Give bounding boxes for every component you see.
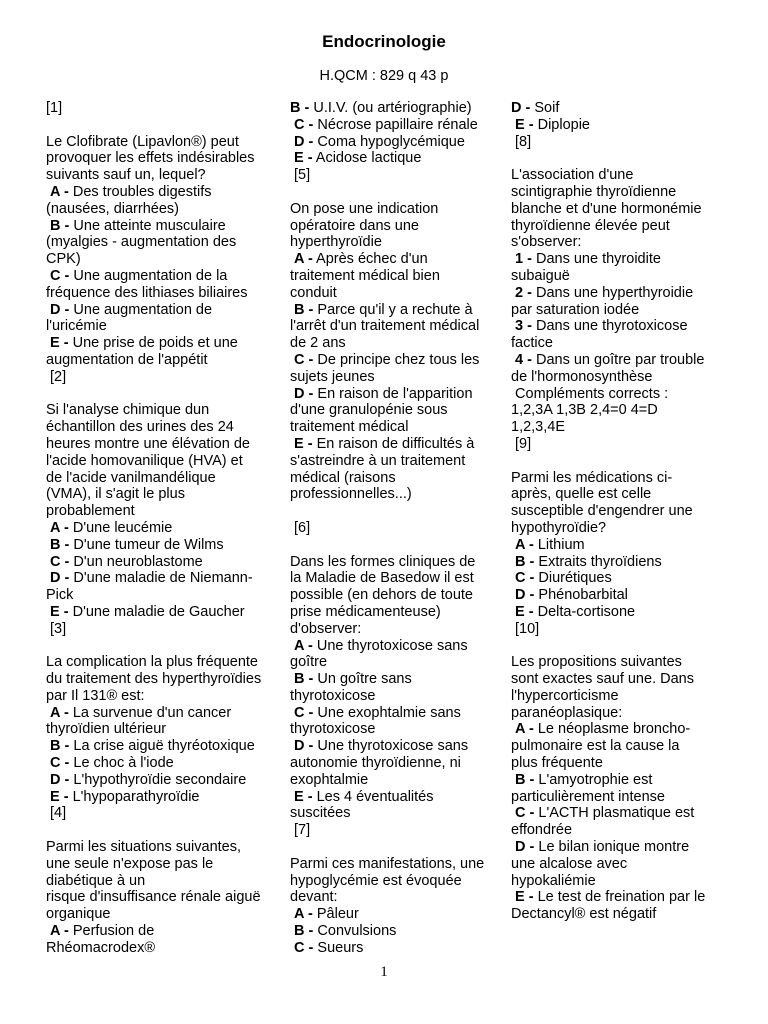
option-letter: C - (294, 704, 314, 721)
option-letter: E - (294, 788, 313, 805)
text-line: de 2 ans (290, 335, 346, 352)
text-line: paranéoplasique: (511, 704, 623, 721)
question-number: [5] (290, 167, 311, 184)
answer-option: D - En raison de l'apparition (294, 385, 473, 402)
answer-option: D - D'une maladie de Niemann- (50, 570, 253, 587)
text-line: suscitées (290, 805, 351, 822)
option-letter: B - (290, 100, 310, 116)
text-line: L'association d'une (511, 167, 634, 184)
option-letter: C - (294, 351, 314, 368)
text-line: de l'acide vanilmandélique (46, 469, 216, 486)
text-line: thyrotoxicose (290, 687, 376, 704)
text-line: La complication la plus fréquente (46, 654, 258, 671)
answer-option: B - Une atteinte musculaire (50, 217, 226, 234)
option-letter: 3 - (515, 318, 532, 335)
text-line: hypoglycémie est évoquée (290, 872, 462, 889)
answer-option: D - Phénobarbital (515, 587, 628, 604)
option-letter: D - (50, 301, 70, 318)
text-line: prise médicamenteuse) (290, 603, 441, 620)
text-line: devant: (290, 889, 338, 906)
option-letter: C - (294, 116, 314, 133)
option-letter: E - (294, 435, 313, 452)
text-line: CPK) (46, 251, 81, 268)
answer-option: D - Coma hypoglycémique (294, 133, 465, 150)
option-letter: D - (515, 587, 535, 604)
text-line: suivants sauf un, lequel? (46, 167, 206, 184)
text-line: hypokaliémie (511, 872, 596, 889)
option-letter: B - (294, 923, 314, 940)
answer-option: 4 - Dans un goître par trouble (515, 351, 705, 368)
option-letter: D - (50, 570, 70, 587)
text-line: d'une granulopénie sous (290, 402, 448, 419)
option-letter: D - (294, 133, 314, 150)
option-letter: E - (515, 603, 534, 620)
option-letter: 4 - (515, 351, 532, 368)
option-letter: A - (294, 906, 313, 923)
text-line: factice (511, 335, 553, 352)
answer-option: A - Une thyrotoxicose sans (294, 637, 468, 654)
blank-line (511, 453, 723, 470)
text-line: l'uricémie (46, 318, 107, 335)
option-letter: E - (294, 150, 313, 167)
blank-line (46, 117, 278, 134)
text-line: l'arrêt d'un traitement médical (290, 318, 480, 335)
text-line: Rhéomacrodex® (46, 939, 156, 956)
page-number: 1 (380, 964, 388, 980)
question-number: [6] (290, 519, 311, 536)
option-letter: B - (294, 301, 314, 318)
text-line: augmentation de l'appétit (46, 351, 208, 368)
option-letter: 1 - (515, 251, 532, 268)
text-line: Parmi les médications ci- (511, 469, 673, 486)
answer-option: E - Delta-cortisone (515, 603, 636, 620)
blank-line (46, 822, 278, 839)
text-line: probablement (46, 503, 135, 520)
text-line: la Maladie de Basedow il est (290, 570, 474, 587)
answer-option: A - Lithium (515, 536, 585, 553)
text-line: subaiguë (511, 267, 570, 284)
option-letter: E - (50, 788, 69, 805)
text-line: une alcalose avec (511, 855, 628, 872)
option-letter: B - (50, 738, 70, 755)
answer-option: C - Une augmentation de la (50, 267, 228, 284)
text-line: s'observer: (511, 234, 582, 251)
text-line: Parmi les situations suivantes, (46, 839, 242, 856)
text-line: susceptible d'engendrer une (511, 503, 693, 520)
text-line: Dans les formes cliniques de (290, 553, 476, 570)
question-number: [10] (511, 620, 540, 637)
option-letter: E - (50, 335, 69, 352)
blank-line (290, 537, 500, 554)
blank-line (290, 503, 500, 520)
option-letter: A - (294, 251, 313, 268)
text-line: Les propositions suivantes (511, 654, 682, 671)
answer-option: E - Une prise de poids et une (50, 335, 238, 352)
answer-option: C - L'ACTH plasmatique est (515, 805, 695, 822)
answer-option: C - Sueurs (294, 939, 364, 956)
option-letter: B - (515, 771, 535, 788)
text-line: particulièrement intense (511, 788, 665, 805)
text-line: scintigraphie thyroïdienne (511, 183, 677, 200)
option-letter: B - (50, 217, 70, 234)
answer-option: D - Soif (511, 100, 560, 116)
text-line: opératoire dans une (290, 217, 419, 234)
text-line: (VMA), il s'agit le plus (46, 486, 185, 503)
answer-option: A - Pâleur (294, 906, 359, 923)
option-letter: D - (511, 100, 531, 116)
answer-option: E - D'une maladie de Gaucher (50, 603, 245, 620)
answer-option: C - Le choc à l'iode (50, 755, 174, 772)
answer-option: A - Perfusion de (50, 923, 155, 940)
answer-option: E - Les 4 éventualités (294, 788, 434, 805)
answer-option: C - De principe chez tous les (294, 351, 480, 368)
text-line: de l'hormonosynthèse (511, 368, 653, 385)
option-letter: D - (294, 738, 314, 755)
text-line: goître (290, 654, 328, 671)
text-line: échantillon des urines des 24 (46, 419, 234, 436)
text-line: heures montre une élévation de (46, 435, 250, 452)
answer-option: B - L'amyotrophie est (515, 771, 653, 788)
text-line: possible (en dehors de toute (290, 587, 473, 604)
answer-option: E - Le test de freination par le (515, 889, 706, 906)
text-line: On pose une indication (290, 200, 439, 217)
answer-option: C - Nécrose papillaire rénale (294, 116, 478, 133)
text-line: Pick (46, 587, 74, 604)
answer-option: B - D'une tumeur de Wilms (50, 536, 224, 553)
text-line: conduit (290, 284, 337, 301)
answer-option: A - Après échec d'un (294, 251, 428, 268)
question-number: [9] (511, 435, 532, 452)
text-line: après, quelle est celle (511, 486, 652, 503)
answer-option: D - Une augmentation de (50, 301, 213, 318)
answer-option: C - D'un neuroblastome (50, 553, 203, 570)
option-letter: D - (294, 385, 314, 402)
text-line: traitement médical (290, 419, 409, 436)
text-line: (myalgies - augmentation des (46, 234, 237, 251)
option-letter: E - (50, 603, 69, 620)
text-line: diabétique à un (46, 872, 146, 889)
option-letter: C - (294, 939, 314, 956)
blank-line (511, 150, 723, 167)
answer-option: B - U.I.V. (ou artériographie) (290, 100, 472, 116)
answer-option: C - Diurétiques (515, 570, 612, 587)
text-line: provoquer les effets indésirables (46, 150, 255, 167)
blank-line (290, 184, 500, 201)
page-subtitle: H.QCM : 829 q 43 p (319, 68, 449, 84)
answer-option: C - Une exophtalmie sans (294, 704, 461, 721)
question-number: [4] (46, 805, 67, 822)
text-line: thyrotoxicose (290, 721, 376, 738)
answer-option: B - La crise aiguë thyréotoxique (50, 738, 255, 755)
answer-option: A - D'une leucémie (50, 519, 173, 536)
text-line: fréquence des lithiases biliaires (46, 284, 248, 301)
option-letter: 2 - (515, 284, 532, 301)
text-line: (nausées, diarrhées) (46, 200, 179, 217)
option-letter: E - (515, 116, 534, 133)
text-line: thyroïdienne élevée peut (511, 217, 670, 234)
text-line: Compléments corrects : (511, 385, 669, 402)
option-letter: A - (515, 721, 534, 738)
answer-option: A - Des troubles digestifs (50, 183, 212, 200)
text-line: du traitement des hyperthyroïdies (46, 671, 262, 688)
answer-option: 1 - Dans une thyroidite (515, 251, 661, 268)
text-line: effondrée (511, 822, 573, 839)
answer-option: 3 - Dans une thyrotoxicose (515, 318, 688, 335)
option-letter: A - (50, 183, 69, 200)
option-letter: E - (515, 889, 534, 906)
text-line: médical (raisons (290, 469, 396, 486)
blank-line (511, 638, 723, 655)
option-letter: C - (50, 755, 70, 772)
answer-option: D - L'hypothyroïdie secondaire (50, 771, 247, 788)
option-letter: B - (50, 536, 70, 553)
text-line: 1,2,3A 1,3B 2,4=0 4=D (511, 402, 658, 419)
text-column-2 (290, 100, 500, 957)
answer-option: B - Convulsions (294, 923, 397, 940)
text-line: par Il 131® est: (46, 687, 145, 704)
answer-option: B - Un goître sans (294, 671, 412, 688)
text-column-3 (511, 100, 723, 923)
question-number: [7] (290, 822, 311, 839)
text-line: 1,2,3,4E (511, 419, 566, 436)
text-line: Parmi ces manifestations, une (290, 855, 485, 872)
text-line: blanche et d'une hormonémie (511, 200, 702, 217)
option-letter: A - (50, 923, 69, 940)
text-line: l'hypercorticisme (511, 687, 619, 704)
option-letter: A - (294, 637, 313, 654)
answer-option: E - Acidose lactique (294, 150, 422, 167)
answer-option: E - L'hypoparathyroïdie (50, 788, 200, 805)
question-number: [2] (46, 368, 67, 385)
option-letter: A - (50, 519, 69, 536)
text-line: pulmonaire est la cause la (511, 738, 680, 755)
text-line: l'acide homovanilique (HVA) et (46, 452, 243, 469)
text-column-1 (46, 100, 278, 957)
text-line: plus fréquente (511, 755, 603, 772)
text-line: exophtalmie (290, 771, 369, 788)
text-line: Dectancyl® est négatif (511, 906, 657, 923)
text-line: d'observer: (290, 620, 362, 637)
option-letter: C - (515, 805, 535, 822)
answer-option: A - Le néoplasme broncho- (515, 721, 691, 738)
text-line: hypothyroïdie? (511, 519, 607, 536)
option-letter: D - (515, 839, 535, 856)
text-line: une seule n'expose pas le (46, 855, 214, 872)
option-letter: D - (50, 771, 70, 788)
answer-option: B - Parce qu'il y a rechute à (294, 301, 473, 318)
blank-line (46, 638, 278, 655)
text-line: thyroïdien ultérieur (46, 721, 167, 738)
text-line: organique (46, 906, 111, 923)
text-line: traitement médical bien (290, 267, 440, 284)
answer-option: D - Une thyrotoxicose sans (294, 738, 469, 755)
option-letter: C - (50, 553, 70, 570)
text-line: Le Clofibrate (Lipavlon®) peut (46, 133, 239, 150)
option-letter: B - (515, 553, 535, 570)
answer-option: E - Diplopie (515, 116, 590, 133)
text-line: risque d'insuffisance rénale aiguë (46, 889, 261, 906)
question-number: [8] (511, 133, 532, 150)
answer-option: E - En raison de difficultés à (294, 435, 475, 452)
text-line: s'astreindre à un traitement (290, 452, 466, 469)
option-letter: A - (515, 536, 534, 553)
option-letter: B - (294, 671, 314, 688)
option-letter: C - (515, 570, 535, 587)
question-number: [1] (46, 100, 63, 116)
question-number: [3] (46, 620, 67, 637)
text-line: Si l'analyse chimique dun (46, 402, 210, 419)
text-line: hyperthyroïdie (290, 234, 382, 251)
option-letter: C - (50, 267, 70, 284)
blank-line (46, 386, 278, 403)
option-letter: A - (50, 704, 69, 721)
answer-option: B - Extraits thyroïdiens (515, 553, 662, 570)
answer-option: D - Le bilan ionique montre (515, 839, 690, 856)
answer-option: 2 - Dans une hyperthyroidie (515, 284, 694, 301)
text-line: sont exactes sauf une. Dans (511, 671, 694, 688)
text-line: professionnelles...) (290, 486, 412, 503)
blank-line (290, 839, 500, 856)
text-line: sujets jeunes (290, 368, 375, 385)
answer-option: A - La survenue d'un cancer (50, 704, 232, 721)
text-line: autonomie thyroïdienne, ni (290, 755, 461, 772)
page-title: Endocrinologie (322, 32, 446, 51)
text-line: par saturation iodée (511, 301, 640, 318)
